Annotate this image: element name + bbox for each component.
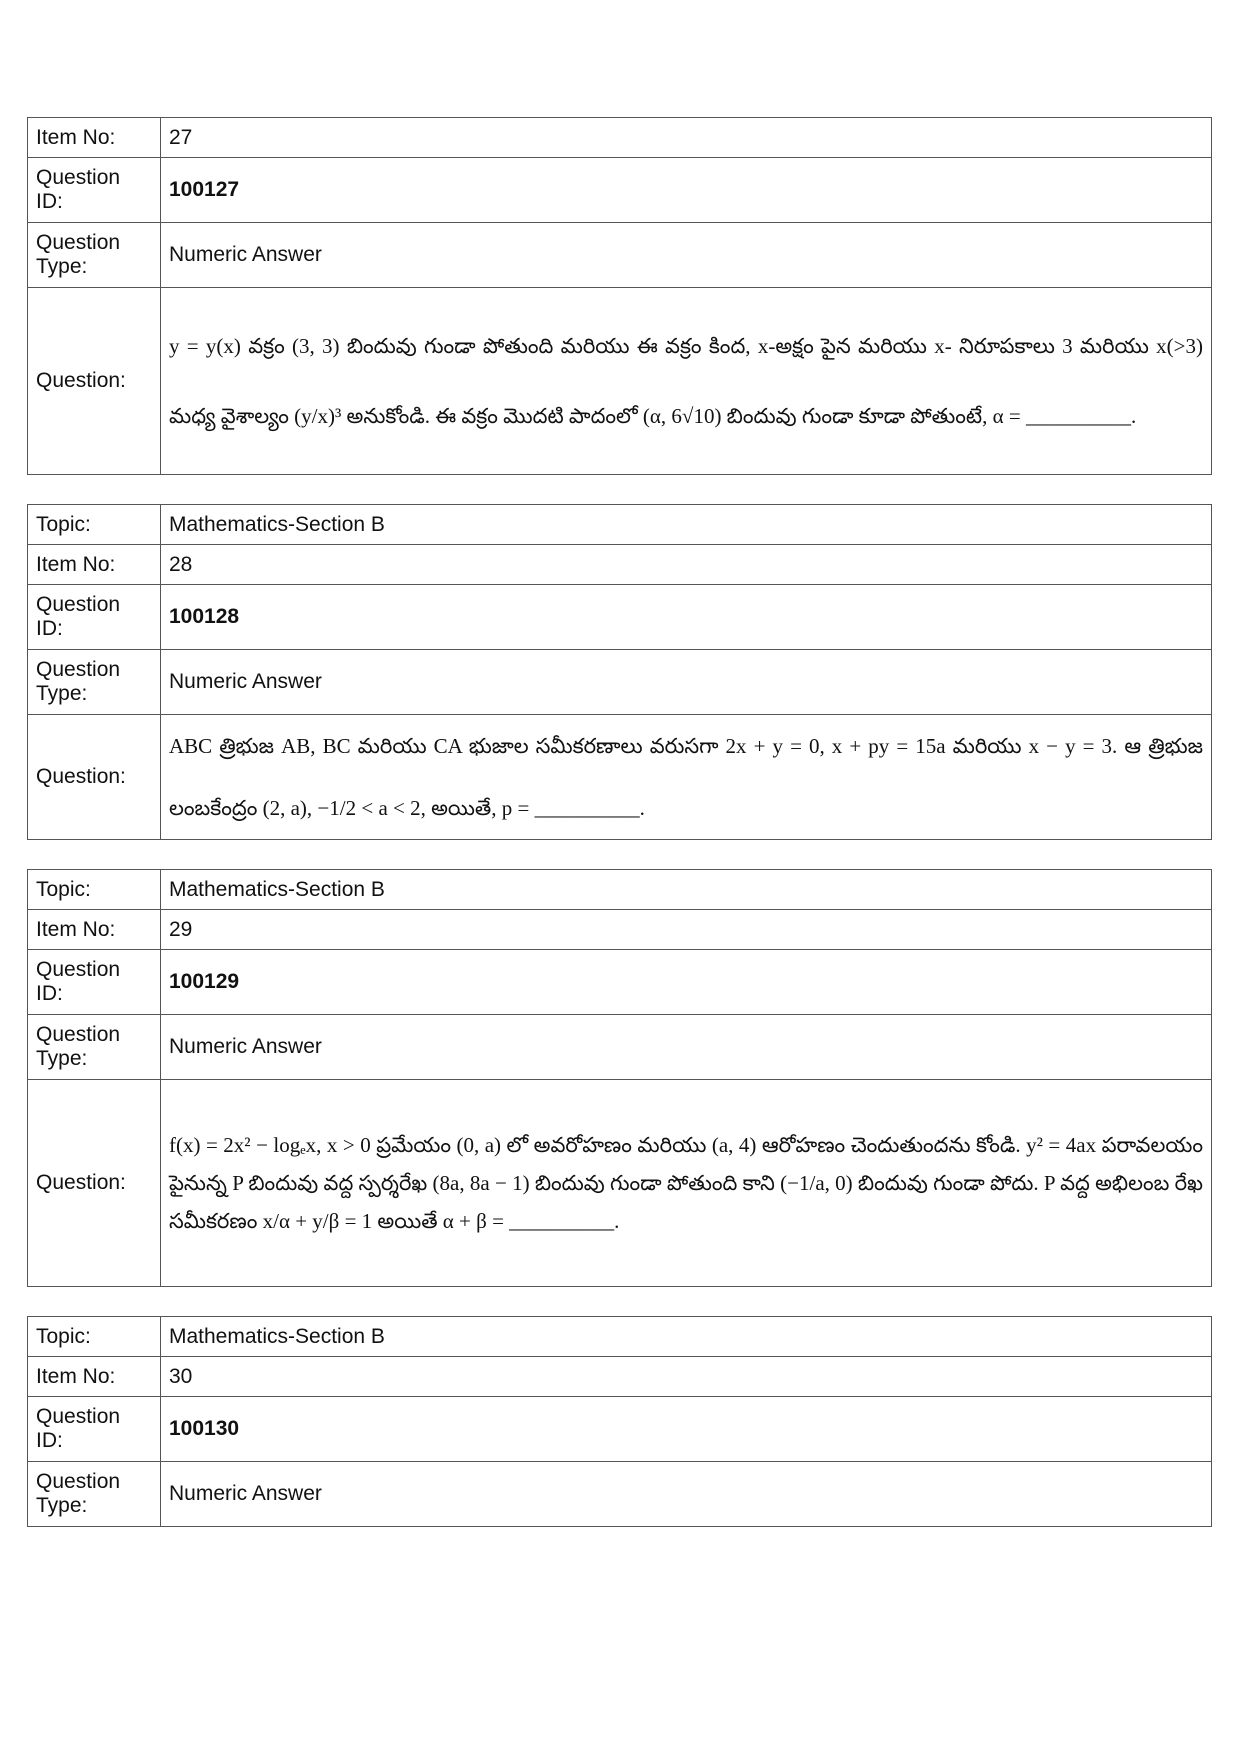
question-row	[28, 715, 1212, 840]
topic-value: Mathematics-Section B	[161, 1317, 1212, 1357]
question-text: y = y(x) వక్రం (3, 3) బిందువు గుండా పోతుంది మరియు ఈ వక్రం కింద, x-అక్షం పైన మరియు x- నిరూపకాలు 3 మరియు x(>3) మధ్య వైశాల్యం (y/x)³ అనుకోండి. ఈ వక్రం మొదటి పాదంలో (α, 6√10) బిందువు గుండా కూడా పోతుంటే, α = __________.	[161, 288, 1212, 475]
item-no-value: 30	[161, 1357, 1212, 1397]
question-id-row	[28, 585, 1212, 650]
question-table-29	[27, 869, 1212, 1287]
question-table-27	[27, 117, 1212, 475]
question-paper-page	[27, 117, 1212, 1556]
topic-label: Topic:	[28, 870, 161, 910]
question-label: Question:	[28, 715, 161, 840]
question-table-28	[27, 504, 1212, 840]
item-no-label: Item No:	[28, 910, 161, 950]
topic-label: Topic:	[28, 1317, 161, 1357]
question-row	[28, 1080, 1212, 1287]
question-type-label: Question Type:	[28, 223, 161, 288]
item-no-label: Item No:	[28, 545, 161, 585]
topic-row	[28, 1317, 1212, 1357]
topic-row	[28, 870, 1212, 910]
item-no-value: 27	[161, 118, 1212, 158]
question-type-value: Numeric Answer	[161, 1015, 1212, 1080]
question-id-label: Question ID:	[28, 950, 161, 1015]
item-no-row	[28, 1357, 1212, 1397]
question-label: Question:	[28, 288, 161, 475]
question-table-30	[27, 1316, 1212, 1527]
item-no-row	[28, 118, 1212, 158]
topic-row	[28, 505, 1212, 545]
question-id-label: Question ID:	[28, 158, 161, 223]
question-type-label: Question Type:	[28, 1462, 161, 1527]
item-no-row	[28, 910, 1212, 950]
question-text: f(x) = 2x² − logₑx, x > 0 ప్రమేయం (0, a) లో అవరోహణం మరియు (a, 4) ఆరోహణం చెందుతుందను కోండి. y² = 4ax పరావలయం పైనున్న P బిందువు వద్ద స్పర్శరేఖ (8a, 8a − 1) బిందువు గుండా పోతుంది కాని (−1/a, 0) బిందువు గుండా పోదు. P వద్ద అభిలంబ రేఖ సమీకరణం x/α + y/β = 1 అయితే α + β = __________.	[161, 1080, 1212, 1287]
question-id-label: Question ID:	[28, 585, 161, 650]
question-id-value: 100130	[161, 1397, 1212, 1462]
question-row	[28, 288, 1212, 475]
item-no-value: 28	[161, 545, 1212, 585]
question-type-value: Numeric Answer	[161, 650, 1212, 715]
question-type-row	[28, 223, 1212, 288]
item-no-value: 29	[161, 910, 1212, 950]
question-id-value: 100128	[161, 585, 1212, 650]
question-type-value: Numeric Answer	[161, 223, 1212, 288]
question-type-label: Question Type:	[28, 1015, 161, 1080]
question-id-label: Question ID:	[28, 1397, 161, 1462]
topic-value: Mathematics-Section B	[161, 505, 1212, 545]
question-id-row	[28, 158, 1212, 223]
question-type-value: Numeric Answer	[161, 1462, 1212, 1527]
question-label: Question:	[28, 1080, 161, 1287]
question-id-row	[28, 1397, 1212, 1462]
question-id-value: 100127	[161, 158, 1212, 223]
question-id-row	[28, 950, 1212, 1015]
topic-label: Topic:	[28, 505, 161, 545]
question-type-row	[28, 1462, 1212, 1527]
item-no-label: Item No:	[28, 118, 161, 158]
question-type-row	[28, 650, 1212, 715]
question-id-value: 100129	[161, 950, 1212, 1015]
question-text: ABC త్రిభుజ AB, BC మరియు CA భుజాల సమీకరణాలు వరుసగా 2x + y = 0, x + py = 15a మరియు x − y = 3. ఆ త్రిభుజ లంబకేంద్రం (2, a), −1/2 < a < 2, అయితే, p = __________.	[161, 715, 1212, 840]
topic-value: Mathematics-Section B	[161, 870, 1212, 910]
question-type-row	[28, 1015, 1212, 1080]
item-no-label: Item No:	[28, 1357, 161, 1397]
question-type-label: Question Type:	[28, 650, 161, 715]
item-no-row	[28, 545, 1212, 585]
